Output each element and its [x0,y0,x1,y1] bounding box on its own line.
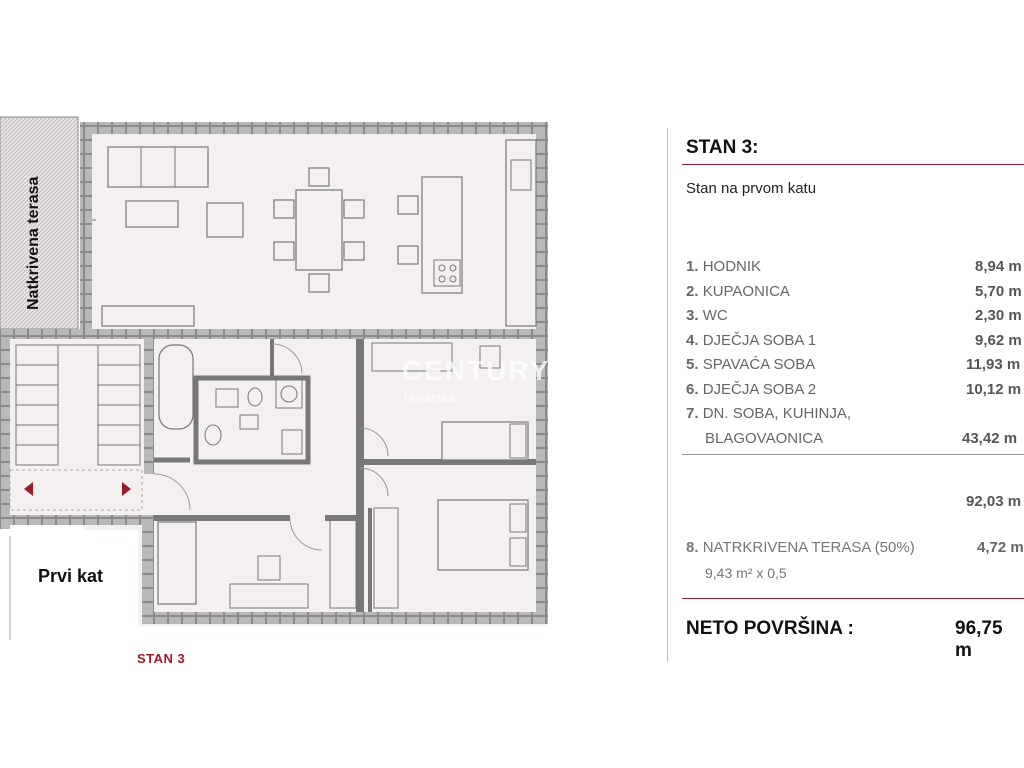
panel-subtitle: Stan na prvom katu [686,180,817,197]
terrace-calc: 9,43 m² x 0,5 [705,565,787,581]
sofa [108,147,208,187]
panel-title: STAN 3: [686,137,759,158]
room-area: 11,93 m [966,356,1021,373]
bed-room5 [438,500,528,570]
room-row: 3. WC [686,307,728,324]
dining-table [296,190,342,270]
neto-value: 96,75 m [955,618,1003,661]
room-row: 7. DN. SOBA, KUHINJA, [686,405,852,422]
wall-top [80,122,548,134]
terrace-row: 8. NATRKRIVENA TERASA (50%) [686,539,915,556]
bed-room6 [158,522,196,604]
bathtub [159,345,193,429]
subtotal-rule [682,454,1024,455]
neto-rule [682,598,1024,599]
floor-label: Prvi kat [38,566,104,586]
subtotal-value: 92,03 m [966,493,1022,510]
wall-bath-left [144,339,154,474]
room-area: 43,42 m [962,430,1018,447]
wall-mid-horizontal [0,329,548,339]
room-area: 5,70 m [975,283,1022,300]
unit-label: STAN 3 [137,651,186,666]
bed-room4 [442,422,528,460]
watermark-sub: Hrvatska [404,390,456,405]
neto-label: NETO POVRŠINA : [686,618,854,639]
coffee-table [126,201,178,227]
watermark-brand: CENTURY [402,355,551,386]
room-row: 4. DJEČJA SOBA 1 [686,332,817,349]
room-row: 2. KUPAONICA [686,283,790,300]
armchair [207,203,243,237]
room-row: 1. HODNIK [686,258,762,275]
room-row: 5. SPAVAĆA SOBA [686,356,816,373]
panel-divider [667,128,668,662]
room-name-cont: BLAGOVAONICA [705,430,824,447]
room-row: 6. DJEČJA SOBA 2 [686,381,817,398]
room-area: 2,30 m [975,307,1022,324]
sideboard [102,306,194,326]
wall-bottom [142,612,548,624]
title-underline [682,164,1024,165]
room-area: 8,94 m [975,258,1022,275]
wall-stair-left [0,329,10,529]
terrace-label: Natkrivena terasa [25,176,42,310]
room-area: 9,62 m [975,332,1022,349]
wall-stair-bottom [0,515,150,525]
room-area: 10,12 m [966,381,1022,398]
terrace-area-value: 4,72 m [977,539,1024,556]
wall-room4-left [142,515,154,623]
wall-left-upper [80,122,92,332]
